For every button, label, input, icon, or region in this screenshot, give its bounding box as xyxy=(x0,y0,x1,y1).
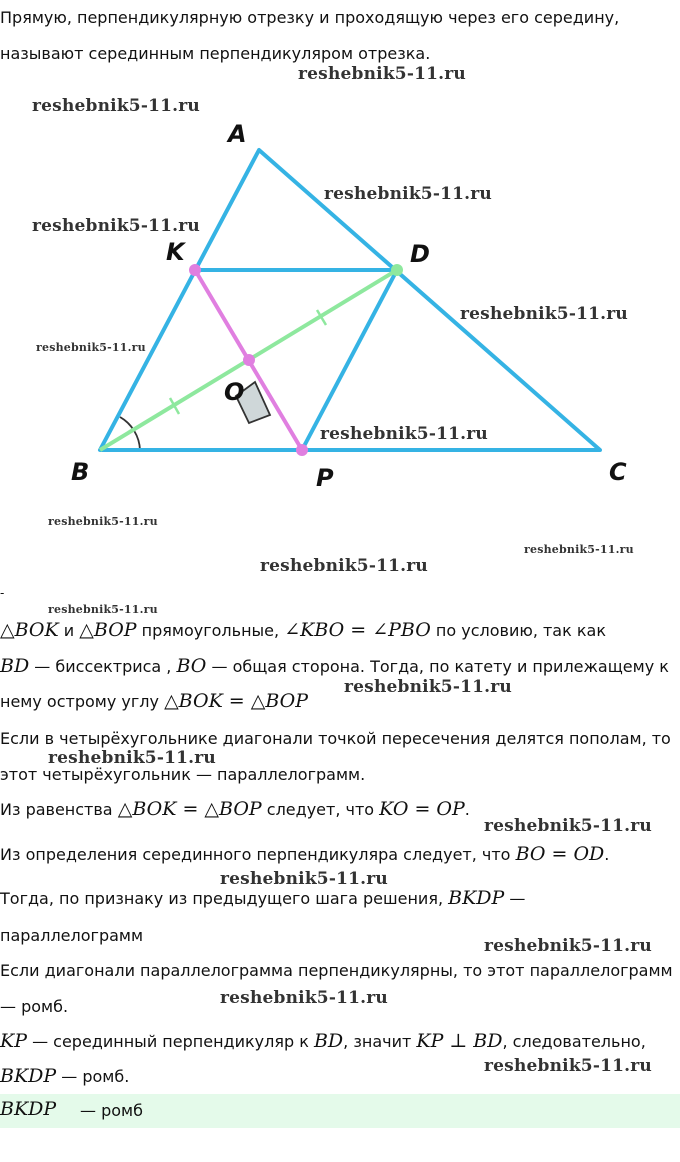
point-o xyxy=(243,354,255,366)
watermark: reshebnik5-11.ru xyxy=(484,936,652,956)
watermark: reshebnik5-11.ru xyxy=(36,341,146,354)
watermark: reshebnik5-11.ru xyxy=(260,556,428,576)
point-k xyxy=(189,264,201,276)
watermark: reshebnik5-11.ru xyxy=(48,515,158,528)
answer-text: — ромб xyxy=(80,1101,143,1120)
label-p: P xyxy=(316,464,334,492)
label-a: A xyxy=(228,120,247,148)
solution-line: BKDP — ромб. xyxy=(0,1065,130,1087)
point-d xyxy=(391,264,403,276)
intro-line-1: Прямую, перпендикулярную отрезку и проходящую через его середину, xyxy=(0,8,620,27)
solution-line: KP — серединный перпендикуляр к BD, значит KP ⊥ BD, следовательно, xyxy=(0,1030,646,1052)
solution-line: этот четырёхугольник — параллелограмм. xyxy=(0,765,366,784)
watermark: reshebnik5-11.ru xyxy=(484,816,652,836)
label-b: B xyxy=(71,458,90,486)
watermark: reshebnik5-11.ru xyxy=(48,748,216,768)
watermark: reshebnik5-11.ru xyxy=(220,988,388,1008)
point-p xyxy=(296,444,308,456)
label-k: K xyxy=(166,238,185,266)
dash-marker: - xyxy=(0,586,5,600)
label-c: C xyxy=(609,458,627,486)
label-d: D xyxy=(410,240,430,268)
solution-line: Если диагонали параллелограмма перпендикулярны, то этот параллелограмм xyxy=(0,961,673,980)
watermark: reshebnik5-11.ru xyxy=(460,304,628,324)
intro-line-2: называют серединным перпендикуляром отрезка. xyxy=(0,44,431,63)
answer-math: BKDP xyxy=(0,1098,57,1120)
solution-line: △BOK и △BOP прямоугольные, ∠KBO = ∠PBO по условию, так как xyxy=(0,619,606,641)
watermark: reshebnik5-11.ru xyxy=(32,216,200,236)
solution-line: BD — биссектриса , BO — общая сторона. Тогда, по катету и прилежащему к xyxy=(0,655,669,677)
solution-line: Тогда, по признаку из предыдущего шага решения, BKDP — xyxy=(0,887,526,909)
solution-line: Из равенства △BOK = △BOP следует, что KO = OP. xyxy=(0,798,470,820)
solution-line: Из определения серединного перпендикуляра следует, что BO = OD. xyxy=(0,843,610,865)
label-o: O xyxy=(224,378,245,406)
answer-box xyxy=(0,1094,680,1128)
watermark: reshebnik5-11.ru xyxy=(220,869,388,889)
solution-line: — ромб. xyxy=(0,997,69,1016)
watermark: reshebnik5-11.ru xyxy=(344,677,512,697)
watermark: reshebnik5-11.ru xyxy=(324,184,492,204)
watermark: reshebnik5-11.ru xyxy=(524,543,634,556)
solution-line: Если в четырёхугольнике диагонали точкой пересечения делятся пополам, то xyxy=(0,729,671,748)
watermark: reshebnik5-11.ru xyxy=(48,603,158,616)
watermark: reshebnik5-11.ru xyxy=(320,424,488,444)
watermark: reshebnik5-11.ru xyxy=(298,64,466,84)
watermark: reshebnik5-11.ru xyxy=(32,96,200,116)
watermark: reshebnik5-11.ru xyxy=(484,1056,652,1076)
solution-line: параллелограмм xyxy=(0,926,144,945)
solution-line: нему острому углу △BOK = △BOP xyxy=(0,690,309,712)
